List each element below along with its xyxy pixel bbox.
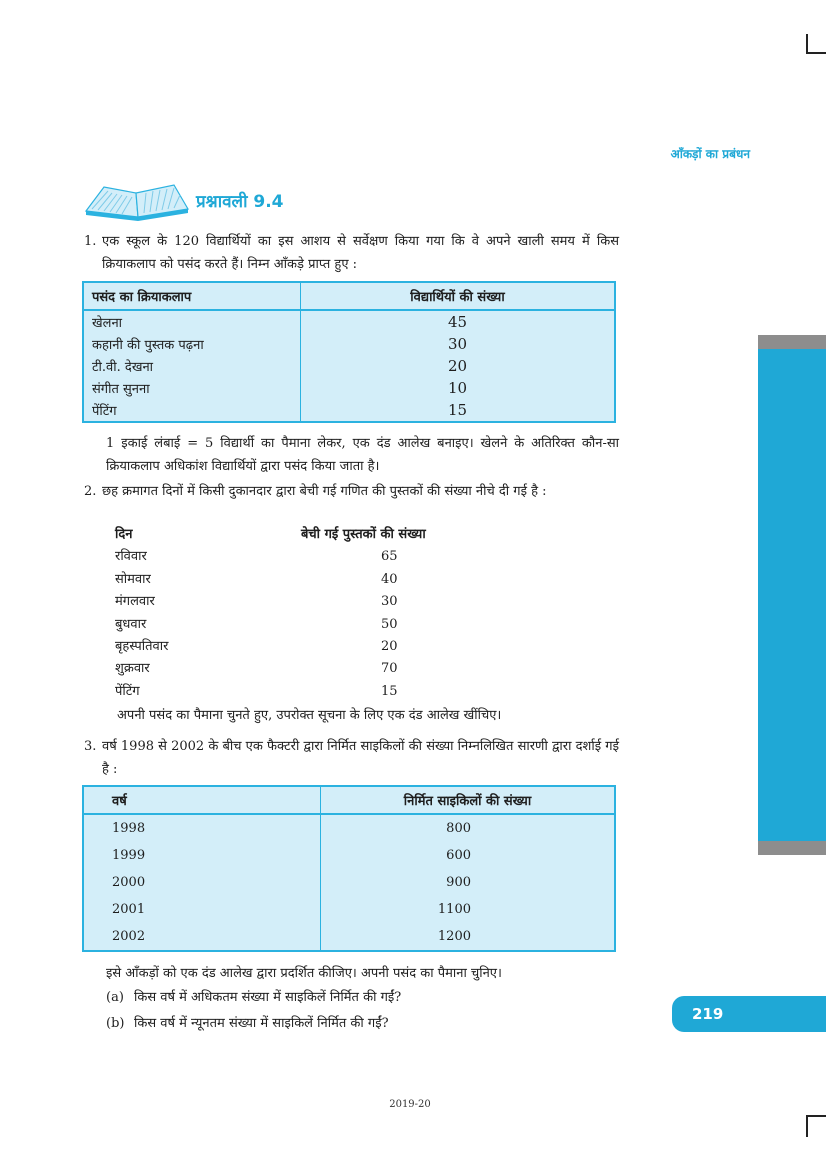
question-1-text: एक स्कूल के 120 विद्यार्थियों का इस आशय से सर्वेक्षण किया गया कि वे अपने खाली समय में किस क्रियाकलाप को पसंद करते हैं। निम्न आँकड़े प्राप्त हुए : <box>102 234 619 272</box>
count-cell: 30 <box>301 333 616 355</box>
page-number-badge: 219 <box>672 996 826 1032</box>
table-row <box>83 355 615 377</box>
count-cell: 10 <box>301 377 616 399</box>
year-cell: 2002 <box>112 929 146 944</box>
books-sold-list <box>115 524 535 703</box>
question-1-instruction <box>84 432 619 478</box>
question-2-text: छह क्रमागत दिनों में किसी दुकानदार द्वारा बेची गई गणित की पुस्तकों की संख्या नीचे दी गई है : <box>102 484 547 499</box>
running-head: आँकड़ों का प्रबंधन <box>670 147 750 161</box>
activity-cell: टी.वी. देखना <box>92 360 154 375</box>
table-row <box>83 399 615 422</box>
question-3-instruction <box>84 962 619 985</box>
crop-mark-bottom-v <box>806 1115 808 1137</box>
footer-year: 2019-20 <box>389 1099 431 1110</box>
year-cell: 1999 <box>112 848 146 863</box>
list-item <box>115 658 535 680</box>
activity-cell: कहानी की पुस्तक पढ़ना <box>92 338 204 353</box>
table-row <box>83 842 615 869</box>
question-2-instruction-text: अपनी पसंद का पैमाना चुनते हुए, उपरोक्त सूचना के लिए एक दंड आलेख खींचिए। <box>117 708 502 723</box>
table-row <box>83 869 615 896</box>
list-item <box>115 681 535 703</box>
count-cell: 15 <box>301 399 616 422</box>
books-count: 70 <box>381 661 398 677</box>
bicycle-table <box>82 785 616 952</box>
exercise-title: प्रश्नावली 9.4 <box>196 192 284 212</box>
crop-mark-bottom-h <box>806 1115 826 1117</box>
books-sold-header <box>115 524 535 546</box>
part-b-text: किस वर्ष में न्यूनतम संख्या में साइकिलें निर्मित की गईं? <box>134 1016 389 1031</box>
count-cell: 45 <box>301 310 616 333</box>
year-cell: 1998 <box>112 821 146 836</box>
activity-table <box>82 281 616 423</box>
open-book-icon <box>84 181 194 221</box>
activity-cell: पेंटिंग <box>92 404 117 419</box>
question-3-instruction-text: इसे आँकड़ों को एक दंड आलेख द्वारा प्रदर्शित कीजिए। अपनी पसंद का पैमाना चुनिए। <box>106 966 502 981</box>
question-3 <box>84 735 619 781</box>
question-3-number: 3. <box>84 739 97 754</box>
count-cell: 900 <box>321 869 616 896</box>
books-count: 40 <box>381 571 398 587</box>
activity-table-header-activity: पसंद का क्रियाकलाप <box>83 282 301 310</box>
books-count: 65 <box>381 549 398 565</box>
crop-mark-top-v <box>806 34 808 54</box>
list-item <box>115 614 535 636</box>
count-cell: 20 <box>301 355 616 377</box>
activity-cell: संगीत सुनना <box>92 382 150 397</box>
count-cell: 600 <box>321 842 616 869</box>
count-cell: 1200 <box>321 923 616 951</box>
day-label: सोमवार <box>115 571 151 587</box>
list-item <box>115 569 535 591</box>
table-row <box>83 923 615 951</box>
day-header: दिन <box>115 527 133 542</box>
list-item <box>115 636 535 658</box>
list-item <box>115 591 535 613</box>
side-band-gray-top <box>758 335 826 349</box>
day-label: बुधवार <box>115 616 147 632</box>
day-label: बृहस्पतिवार <box>115 638 169 654</box>
table-row <box>83 814 615 842</box>
day-label: मंगलवार <box>115 594 155 610</box>
question-1 <box>84 230 619 276</box>
question-1-number: 1. <box>84 234 97 249</box>
books-count-header: बेची गई पुस्तकों की संख्या <box>301 527 426 542</box>
activity-cell: खेलना <box>92 316 123 331</box>
question-2-number: 2. <box>84 484 97 499</box>
side-color-band <box>758 335 826 855</box>
question-1-instruction-text: 1 इकाई लंबाई = 5 विद्यार्थी का पैमाना लेकर, एक दंड आलेख बनाइए। खेलने के अतिरिक्त कौन-सा क्रियाकलाप अधिकांश विद्यार्थियों द्वारा पसंद किया जाता है। <box>106 436 619 474</box>
side-band-gray-bottom <box>758 841 826 855</box>
part-a-label: (a) <box>106 990 124 1005</box>
bicycle-table-header-count: निर्मित साइकिलों की संख्या <box>321 786 616 814</box>
question-3-text: वर्ष 1998 से 2002 के बीच एक फैक्टरी द्वारा निर्मित साइकिलों की संख्या निम्नलिखित सारणी द्वारा दर्शाई गई है : <box>102 739 619 777</box>
table-row <box>83 333 615 355</box>
question-3-part-a <box>106 986 626 1009</box>
table-row <box>83 310 615 333</box>
crop-mark-top-h <box>806 52 826 54</box>
books-count: 20 <box>381 638 398 654</box>
bicycle-table-header-year: वर्ष <box>83 786 321 814</box>
day-label: रविवार <box>115 549 147 565</box>
question-2 <box>84 480 619 503</box>
part-a-text: किस वर्ष में अधिकतम संख्या में साइकिलें निर्मित की गईं? <box>134 990 402 1005</box>
question-3-part-b <box>106 1012 626 1035</box>
day-label: पेंटिंग <box>115 683 140 699</box>
year-cell: 2001 <box>112 902 146 917</box>
books-count: 15 <box>381 683 398 699</box>
count-cell: 800 <box>321 814 616 842</box>
activity-table-header-count: विद्यार्थियों की संख्या <box>301 282 616 310</box>
part-b-label: (b) <box>106 1016 125 1031</box>
table-row <box>83 896 615 923</box>
day-label: शुक्रवार <box>115 661 150 677</box>
books-count: 50 <box>381 616 398 632</box>
count-cell: 1100 <box>321 896 616 923</box>
table-row <box>83 377 615 399</box>
books-count: 30 <box>381 594 398 610</box>
list-item <box>115 546 535 568</box>
year-cell: 2000 <box>112 875 146 890</box>
exercise-header <box>84 181 384 221</box>
question-2-instruction <box>95 704 625 727</box>
